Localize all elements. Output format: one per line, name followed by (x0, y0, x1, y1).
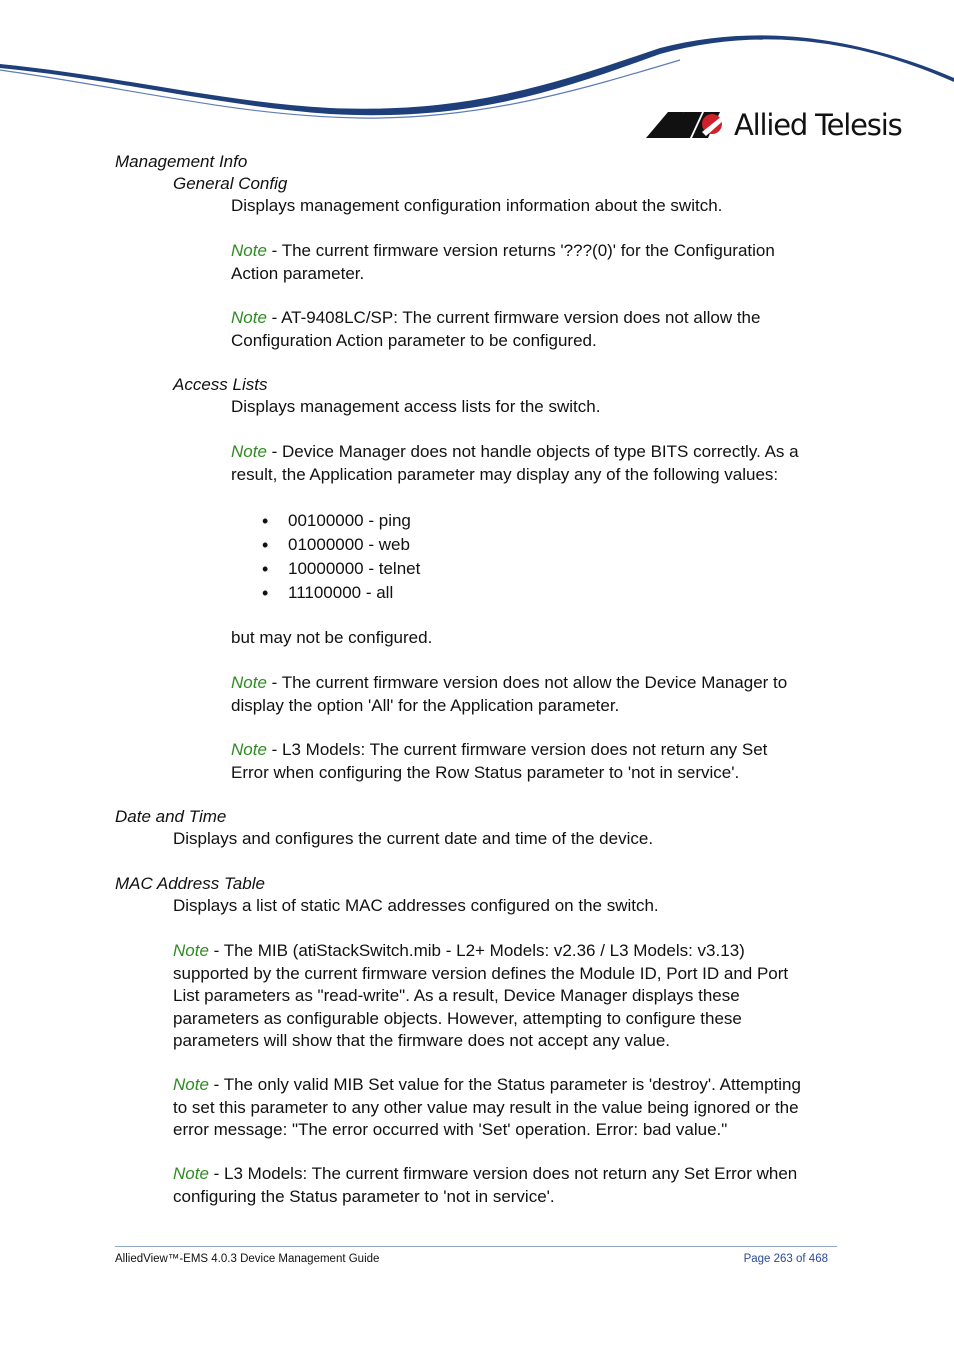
subsection-title-general-config: General Config (173, 174, 288, 193)
logo-text: Allied Telesis (734, 108, 902, 142)
mac-table-note-1: Note - The MIB (atiStackSwitch.mib - L2+ Models: v2.36 / L3 Models: v3.13) supported by the current firmware version defines the Module ID, Port ID and Port List parameters as "read-write". As a result, Device Manager displays these parameters as configurable objects. However, attempting to configure these parameters will show that the firmware does not accept any value. (173, 941, 789, 1050)
note-label: Note (173, 1075, 209, 1094)
access-lists-values-list (262, 509, 420, 605)
access-lists-note-2: Note - The current firmware version does not allow the Device Manager to display the option 'All' for the Application parameter. (231, 673, 788, 715)
section-title-date-time: Date and Time (115, 807, 227, 826)
access-lists-desc: Displays management access lists for the switch. (231, 397, 601, 416)
note-label: Note (173, 941, 209, 960)
general-config-note-2: Note - AT-9408LC/SP: The current firmware version does not allow the Configuration Action parameter to be configured. (231, 308, 761, 350)
general-config-desc: Displays management configuration information about the switch. (231, 196, 723, 215)
mac-table-note-3: Note - L3 Models: The current firmware version does not return any Set Error when configuring the Status parameter to 'not in service'. (173, 1164, 798, 1206)
note-label: Note (231, 673, 267, 692)
subsection-title-access-lists: Access Lists (173, 375, 268, 394)
mac-table-note-2: Note - The only valid MIB Set value for the Status parameter is 'destroy'. Attempting to set this parameter to any other value may result in the value being ignored or the error message: "The error occurred with 'Set' operation. Error: bad value." (173, 1075, 801, 1139)
footer-guide-title: AlliedView™-EMS 4.0.3 Device Management Guide (115, 1253, 380, 1265)
note-label: Note (173, 1164, 209, 1183)
general-config-note-1: Note - The current firmware version returns '???(0)' for the Configuration Action parameter. (231, 241, 775, 283)
list-item: • 11100000 - all (262, 581, 420, 605)
access-lists-note-3: Note - L3 Models: The current firmware version does not return any Set Error when configuring the Row Status parameter to 'not in service'. (231, 740, 768, 782)
list-item: • 01000000 - web (262, 533, 420, 557)
section-title-management-info: Management Info (115, 152, 248, 171)
access-lists-after-bullets: but may not be configured. (231, 628, 433, 647)
section-title-mac-table: MAC Address Table (115, 874, 265, 893)
note-label: Note (231, 308, 267, 327)
footer-divider (115, 1246, 837, 1247)
mac-table-desc: Displays a list of static MAC addresses configured on the switch. (173, 896, 659, 915)
footer-page-number: Page 263 of 468 (743, 1253, 828, 1265)
logo-mark-icon (646, 110, 726, 140)
list-item: • 10000000 - telnet (262, 557, 420, 581)
date-time-desc: Displays and configures the current date and time of the device. (173, 829, 654, 848)
allied-telesis-logo (646, 110, 906, 146)
note-label: Note (231, 740, 267, 759)
note-label: Note (231, 442, 267, 461)
note-label: Note (231, 241, 267, 260)
access-lists-note-1: Note - Device Manager does not handle objects of type BITS correctly. As a result, the Application parameter may display any of the following values: (231, 442, 799, 484)
list-item: • 00100000 - ping (262, 509, 420, 533)
